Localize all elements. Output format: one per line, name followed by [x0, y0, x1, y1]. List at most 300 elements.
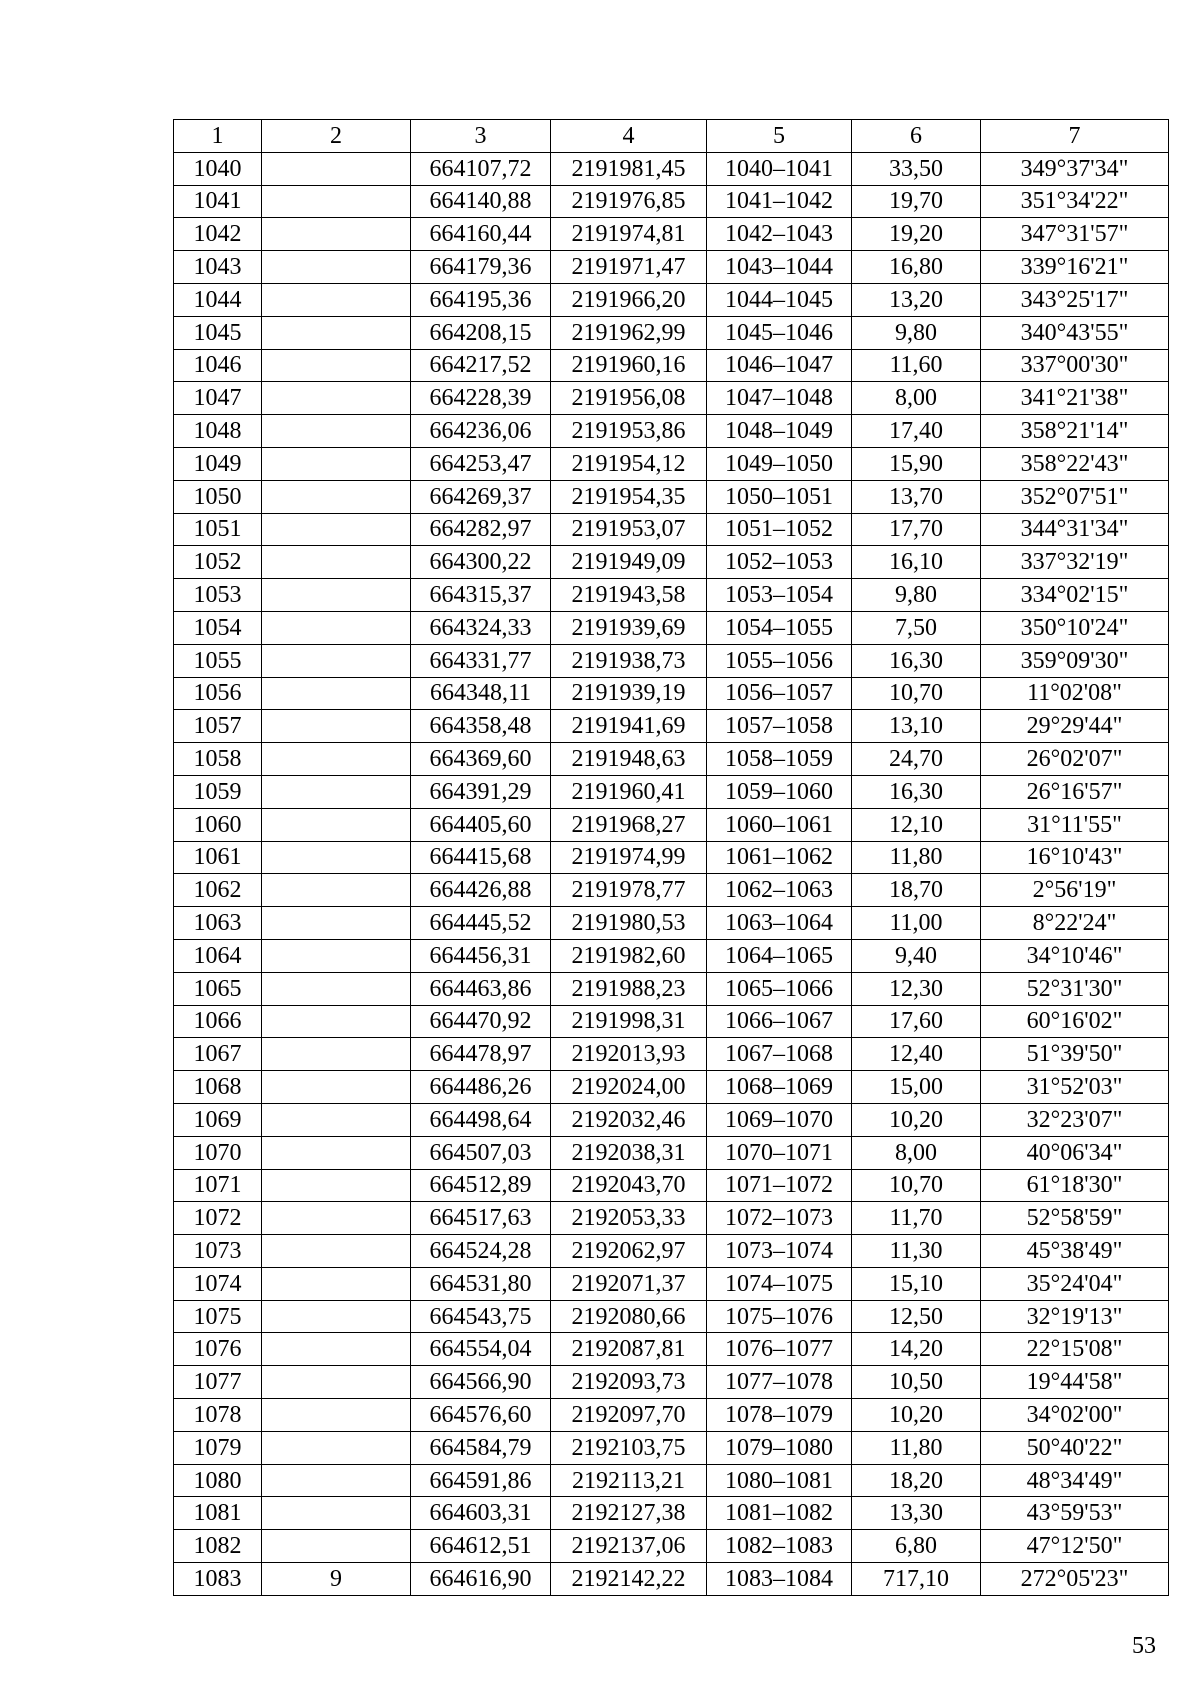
table-cell: 1048–1049	[707, 415, 852, 448]
table-cell: 1044–1045	[707, 283, 852, 316]
table-row	[174, 1563, 1169, 1596]
table-row	[174, 939, 1169, 972]
table-cell: 1054	[174, 611, 262, 644]
table-cell: 664348,11	[411, 677, 551, 710]
column-header: 4	[551, 120, 707, 153]
table-cell: 2191980,53	[551, 907, 707, 940]
page-number: 53	[1132, 1633, 1156, 1659]
table-cell	[262, 152, 411, 185]
table-cell: 1063–1064	[707, 907, 852, 940]
table-cell: 34°02'00"	[981, 1399, 1169, 1432]
table-cell: 14,20	[852, 1333, 981, 1366]
table-cell: 2192093,73	[551, 1366, 707, 1399]
table-cell: 664517,63	[411, 1202, 551, 1235]
table-cell: 8,00	[852, 1136, 981, 1169]
table-cell: 52°58'59"	[981, 1202, 1169, 1235]
table-cell: 664195,36	[411, 283, 551, 316]
column-header: 1	[174, 120, 262, 153]
table-cell: 1059	[174, 775, 262, 808]
table-row	[174, 644, 1169, 677]
table-cell: 664236,06	[411, 415, 551, 448]
table-cell	[262, 611, 411, 644]
table-cell: 664566,90	[411, 1366, 551, 1399]
table-cell: 1075	[174, 1300, 262, 1333]
table-cell: 1059–1060	[707, 775, 852, 808]
table-cell: 1042–1043	[707, 218, 852, 251]
table-row	[174, 1202, 1169, 1235]
table-cell: 1054–1055	[707, 611, 852, 644]
table-cell	[262, 1333, 411, 1366]
table-cell: 2191939,69	[551, 611, 707, 644]
table-cell: 1073	[174, 1235, 262, 1268]
table-cell: 1067–1068	[707, 1038, 852, 1071]
table-cell: 664179,36	[411, 251, 551, 284]
header-row	[174, 120, 1169, 153]
table-cell: 2191962,99	[551, 316, 707, 349]
table-row	[174, 480, 1169, 513]
table-cell: 664208,15	[411, 316, 551, 349]
table-cell	[262, 1464, 411, 1497]
table-cell: 664300,22	[411, 546, 551, 579]
table-row	[174, 1071, 1169, 1104]
table-cell	[262, 1267, 411, 1300]
table-cell: 22°15'08"	[981, 1333, 1169, 1366]
table-cell: 1053	[174, 579, 262, 612]
table-cell: 2191939,19	[551, 677, 707, 710]
table-cell: 1069–1070	[707, 1103, 852, 1136]
table-cell: 2191988,23	[551, 972, 707, 1005]
table-cell	[262, 710, 411, 743]
table-cell: 664554,04	[411, 1333, 551, 1366]
table-cell: 341°21'38"	[981, 382, 1169, 415]
table-cell: 1073–1074	[707, 1235, 852, 1268]
table-cell: 9,80	[852, 579, 981, 612]
table-row	[174, 1497, 1169, 1530]
table-cell: 1047	[174, 382, 262, 415]
table-cell: 1055	[174, 644, 262, 677]
table-cell: 1058	[174, 743, 262, 776]
table-cell: 52°31'30"	[981, 972, 1169, 1005]
table-cell: 664498,64	[411, 1103, 551, 1136]
table-cell: 1051–1052	[707, 513, 852, 546]
table-row	[174, 1038, 1169, 1071]
table-cell: 11,30	[852, 1235, 981, 1268]
table-cell: 2°56'19"	[981, 874, 1169, 907]
table-cell: 2192062,97	[551, 1235, 707, 1268]
table-cell: 29°29'44"	[981, 710, 1169, 743]
table-cell: 349°37'34"	[981, 152, 1169, 185]
table-cell: 1064–1065	[707, 939, 852, 972]
table-cell	[262, 775, 411, 808]
table-cell: 2191968,27	[551, 808, 707, 841]
table-cell: 2191966,20	[551, 283, 707, 316]
table-row	[174, 1399, 1169, 1432]
table-row	[174, 579, 1169, 612]
table-row	[174, 316, 1169, 349]
table-cell: 15,00	[852, 1071, 981, 1104]
table-cell: 2191981,45	[551, 152, 707, 185]
table-cell: 1056	[174, 677, 262, 710]
table-cell: 664603,31	[411, 1497, 551, 1530]
table-cell	[262, 1300, 411, 1333]
table-cell	[262, 546, 411, 579]
table-cell: 2192053,33	[551, 1202, 707, 1235]
table-cell: 2191974,99	[551, 841, 707, 874]
table-cell: 1051	[174, 513, 262, 546]
table-cell: 351°34'22"	[981, 185, 1169, 218]
table-cell: 2191960,16	[551, 349, 707, 382]
table-cell	[262, 1202, 411, 1235]
table-row	[174, 1333, 1169, 1366]
table-row	[174, 218, 1169, 251]
table-cell: 664269,37	[411, 480, 551, 513]
table-cell: 15,10	[852, 1267, 981, 1300]
table-cell: 2191982,60	[551, 939, 707, 972]
table-cell: 17,40	[852, 415, 981, 448]
table-cell: 13,20	[852, 283, 981, 316]
table-cell: 343°25'17"	[981, 283, 1169, 316]
table-cell: 26°02'07"	[981, 743, 1169, 776]
table-cell: 664486,26	[411, 1071, 551, 1104]
table-row	[174, 382, 1169, 415]
table-row	[174, 546, 1169, 579]
table-cell: 664456,31	[411, 939, 551, 972]
table-cell	[262, 1169, 411, 1202]
table-cell: 17,70	[852, 513, 981, 546]
table-cell	[262, 644, 411, 677]
table-cell: 1048	[174, 415, 262, 448]
table-cell: 664415,68	[411, 841, 551, 874]
table-cell: 717,10	[852, 1563, 981, 1596]
table-cell	[262, 447, 411, 480]
table-cell	[262, 1103, 411, 1136]
table-cell: 1075–1076	[707, 1300, 852, 1333]
table-row	[174, 251, 1169, 284]
table-cell: 11,00	[852, 907, 981, 940]
table-cell: 6,80	[852, 1530, 981, 1563]
table-cell: 358°21'14"	[981, 415, 1169, 448]
table-cell: 1057	[174, 710, 262, 743]
table-cell: 664358,48	[411, 710, 551, 743]
table-cell: 1043–1044	[707, 251, 852, 284]
table-row	[174, 152, 1169, 185]
table-cell: 2191998,31	[551, 1005, 707, 1038]
table-row	[174, 677, 1169, 710]
table-cell: 31°11'55"	[981, 808, 1169, 841]
table-cell: 18,20	[852, 1464, 981, 1497]
table-cell	[262, 415, 411, 448]
table-cell: 2192038,31	[551, 1136, 707, 1169]
table-cell: 61°18'30"	[981, 1169, 1169, 1202]
table-cell: 31°52'03"	[981, 1071, 1169, 1104]
table-cell: 1049–1050	[707, 447, 852, 480]
table-cell: 13,10	[852, 710, 981, 743]
table-cell: 2191938,73	[551, 644, 707, 677]
table-row	[174, 1235, 1169, 1268]
table-cell: 664543,75	[411, 1300, 551, 1333]
table-cell: 1074–1075	[707, 1267, 852, 1300]
table-cell: 350°10'24"	[981, 611, 1169, 644]
table-cell	[262, 218, 411, 251]
table-cell: 16°10'43"	[981, 841, 1169, 874]
table-cell: 1067	[174, 1038, 262, 1071]
table-row	[174, 513, 1169, 546]
table-cell: 664140,88	[411, 185, 551, 218]
table-cell: 12,50	[852, 1300, 981, 1333]
table-cell: 19,20	[852, 218, 981, 251]
table-cell: 24,70	[852, 743, 981, 776]
table-cell: 664160,44	[411, 218, 551, 251]
table-cell: 664478,97	[411, 1038, 551, 1071]
table-cell: 1070	[174, 1136, 262, 1169]
table-cell: 664576,60	[411, 1399, 551, 1432]
table-row	[174, 611, 1169, 644]
table-row	[174, 1300, 1169, 1333]
table-cell: 1044	[174, 283, 262, 316]
table-cell: 11,60	[852, 349, 981, 382]
table-cell: 18,70	[852, 874, 981, 907]
table-cell: 2191953,86	[551, 415, 707, 448]
table-cell: 1053–1054	[707, 579, 852, 612]
table-cell: 1078	[174, 1399, 262, 1432]
table-cell: 19°44'58"	[981, 1366, 1169, 1399]
table-row	[174, 1366, 1169, 1399]
table-cell: 664315,37	[411, 579, 551, 612]
table-cell	[262, 251, 411, 284]
table-row	[174, 1530, 1169, 1563]
table-cell: 51°39'50"	[981, 1038, 1169, 1071]
table-cell: 2191943,58	[551, 579, 707, 612]
table-cell: 2191956,08	[551, 382, 707, 415]
table-cell: 337°32'19"	[981, 546, 1169, 579]
table-cell: 1076–1077	[707, 1333, 852, 1366]
table-cell: 1063	[174, 907, 262, 940]
table-cell: 11,80	[852, 841, 981, 874]
table-cell: 1052	[174, 546, 262, 579]
table-cell: 2191953,07	[551, 513, 707, 546]
table-cell: 2192024,00	[551, 1071, 707, 1104]
table-row	[174, 415, 1169, 448]
table-row	[174, 1103, 1169, 1136]
table-cell: 12,10	[852, 808, 981, 841]
table-cell: 10,70	[852, 1169, 981, 1202]
table-cell: 50°40'22"	[981, 1431, 1169, 1464]
table-cell: 1045	[174, 316, 262, 349]
table-cell: 47°12'50"	[981, 1530, 1169, 1563]
table-cell: 664445,52	[411, 907, 551, 940]
table-cell: 1083	[174, 1563, 262, 1596]
table-cell: 34°10'46"	[981, 939, 1169, 972]
table-cell: 352°07'51"	[981, 480, 1169, 513]
table-cell: 1040	[174, 152, 262, 185]
table-cell	[262, 1136, 411, 1169]
table-cell	[262, 579, 411, 612]
table-cell: 1071	[174, 1169, 262, 1202]
table-cell: 2192113,21	[551, 1464, 707, 1497]
table-cell: 19,70	[852, 185, 981, 218]
table-cell: 2191976,85	[551, 185, 707, 218]
table-cell: 1068	[174, 1071, 262, 1104]
table-cell: 664426,88	[411, 874, 551, 907]
table-cell	[262, 349, 411, 382]
table-cell: 1060	[174, 808, 262, 841]
table-cell: 1050	[174, 480, 262, 513]
table-cell: 2192142,22	[551, 1563, 707, 1596]
table-cell: 1079–1080	[707, 1431, 852, 1464]
table-row	[174, 1136, 1169, 1169]
table-cell: 1052–1053	[707, 546, 852, 579]
table-cell: 1076	[174, 1333, 262, 1366]
table-cell: 1047–1048	[707, 382, 852, 415]
table-cell: 1078–1079	[707, 1399, 852, 1432]
table-cell	[262, 972, 411, 1005]
table-row	[174, 1169, 1169, 1202]
table-cell: 1058–1059	[707, 743, 852, 776]
table-cell	[262, 1431, 411, 1464]
table-cell: 16,80	[852, 251, 981, 284]
table-row	[174, 349, 1169, 382]
table-cell: 33,50	[852, 152, 981, 185]
table-cell: 10,20	[852, 1399, 981, 1432]
table-cell: 9,80	[852, 316, 981, 349]
table-cell: 2191949,09	[551, 546, 707, 579]
table-cell: 16,30	[852, 644, 981, 677]
table-row	[174, 1005, 1169, 1038]
table-row	[174, 1431, 1169, 1464]
table-cell: 26°16'57"	[981, 775, 1169, 808]
table-cell: 1062–1063	[707, 874, 852, 907]
table-cell: 664512,89	[411, 1169, 551, 1202]
table-cell	[262, 1071, 411, 1104]
table-cell: 1077–1078	[707, 1366, 852, 1399]
table-cell: 1081–1082	[707, 1497, 852, 1530]
table-cell: 664282,97	[411, 513, 551, 546]
table-cell: 358°22'43"	[981, 447, 1169, 480]
table-cell: 664391,29	[411, 775, 551, 808]
table-cell: 1057–1058	[707, 710, 852, 743]
table-cell: 11,80	[852, 1431, 981, 1464]
table-cell: 1074	[174, 1267, 262, 1300]
table-cell: 1080–1081	[707, 1464, 852, 1497]
table-cell: 60°16'02"	[981, 1005, 1169, 1038]
table-cell: 1056–1057	[707, 677, 852, 710]
table-row	[174, 283, 1169, 316]
table-cell: 1061	[174, 841, 262, 874]
table-row	[174, 1464, 1169, 1497]
table-cell: 1065–1066	[707, 972, 852, 1005]
table-cell: 1046–1047	[707, 349, 852, 382]
table-cell: 2191971,47	[551, 251, 707, 284]
table-cell: 664107,72	[411, 152, 551, 185]
table-cell: 664584,79	[411, 1431, 551, 1464]
table-cell: 1060–1061	[707, 808, 852, 841]
table-cell: 2191960,41	[551, 775, 707, 808]
table-cell: 664217,52	[411, 349, 551, 382]
table-cell: 2192071,37	[551, 1267, 707, 1300]
table-cell: 11,70	[852, 1202, 981, 1235]
table-cell: 1041–1042	[707, 185, 852, 218]
table-cell: 16,30	[852, 775, 981, 808]
table-cell: 664324,33	[411, 611, 551, 644]
table-cell: 1068–1069	[707, 1071, 852, 1104]
table-cell: 664369,60	[411, 743, 551, 776]
table-cell: 1082–1083	[707, 1530, 852, 1563]
table-cell: 347°31'57"	[981, 218, 1169, 251]
table-cell: 1069	[174, 1103, 262, 1136]
table-cell: 10,20	[852, 1103, 981, 1136]
table-cell	[262, 480, 411, 513]
table-cell: 344°31'34"	[981, 513, 1169, 546]
table-cell: 1080	[174, 1464, 262, 1497]
table-cell: 2191948,63	[551, 743, 707, 776]
table-cell	[262, 1497, 411, 1530]
table-cell: 1072	[174, 1202, 262, 1235]
table-row	[174, 841, 1169, 874]
table-cell	[262, 808, 411, 841]
column-header: 2	[262, 120, 411, 153]
table-cell	[262, 677, 411, 710]
table-cell: 1061–1062	[707, 841, 852, 874]
table-cell: 2192127,38	[551, 1497, 707, 1530]
table-cell: 2192097,70	[551, 1399, 707, 1432]
column-header: 5	[707, 120, 852, 153]
table-cell	[262, 1399, 411, 1432]
table-row	[174, 1267, 1169, 1300]
table-cell: 40°06'34"	[981, 1136, 1169, 1169]
table-cell	[262, 382, 411, 415]
table-row	[174, 710, 1169, 743]
table-cell: 664331,77	[411, 644, 551, 677]
table-cell: 1064	[174, 939, 262, 972]
coordinates-table	[173, 119, 1169, 1596]
table-cell: 2191954,35	[551, 480, 707, 513]
table-cell: 1040–1041	[707, 152, 852, 185]
table-cell: 2192043,70	[551, 1169, 707, 1202]
table-cell: 1066	[174, 1005, 262, 1038]
table-cell: 664612,51	[411, 1530, 551, 1563]
table-cell	[262, 1235, 411, 1268]
table-cell: 1043	[174, 251, 262, 284]
table-row	[174, 808, 1169, 841]
table-cell: 664591,86	[411, 1464, 551, 1497]
table-cell	[262, 939, 411, 972]
column-header: 7	[981, 120, 1169, 153]
table-row	[174, 185, 1169, 218]
table-cell: 2192013,93	[551, 1038, 707, 1071]
table-cell: 32°19'13"	[981, 1300, 1169, 1333]
table-cell: 7,50	[852, 611, 981, 644]
table-cell: 2191941,69	[551, 710, 707, 743]
table-cell: 2192103,75	[551, 1431, 707, 1464]
table-row	[174, 447, 1169, 480]
table-cell: 32°23'07"	[981, 1103, 1169, 1136]
table-cell	[262, 513, 411, 546]
table-cell: 9,40	[852, 939, 981, 972]
table-cell	[262, 316, 411, 349]
table-row	[174, 972, 1169, 1005]
table-cell: 12,30	[852, 972, 981, 1005]
table-cell	[262, 185, 411, 218]
table-cell: 1050–1051	[707, 480, 852, 513]
table-cell: 2192137,06	[551, 1530, 707, 1563]
table-cell: 1045–1046	[707, 316, 852, 349]
table-cell: 1046	[174, 349, 262, 382]
table-cell: 2191974,81	[551, 218, 707, 251]
table-cell	[262, 841, 411, 874]
table-cell: 2192032,46	[551, 1103, 707, 1136]
table-cell	[262, 283, 411, 316]
table-cell: 1083–1084	[707, 1563, 852, 1596]
